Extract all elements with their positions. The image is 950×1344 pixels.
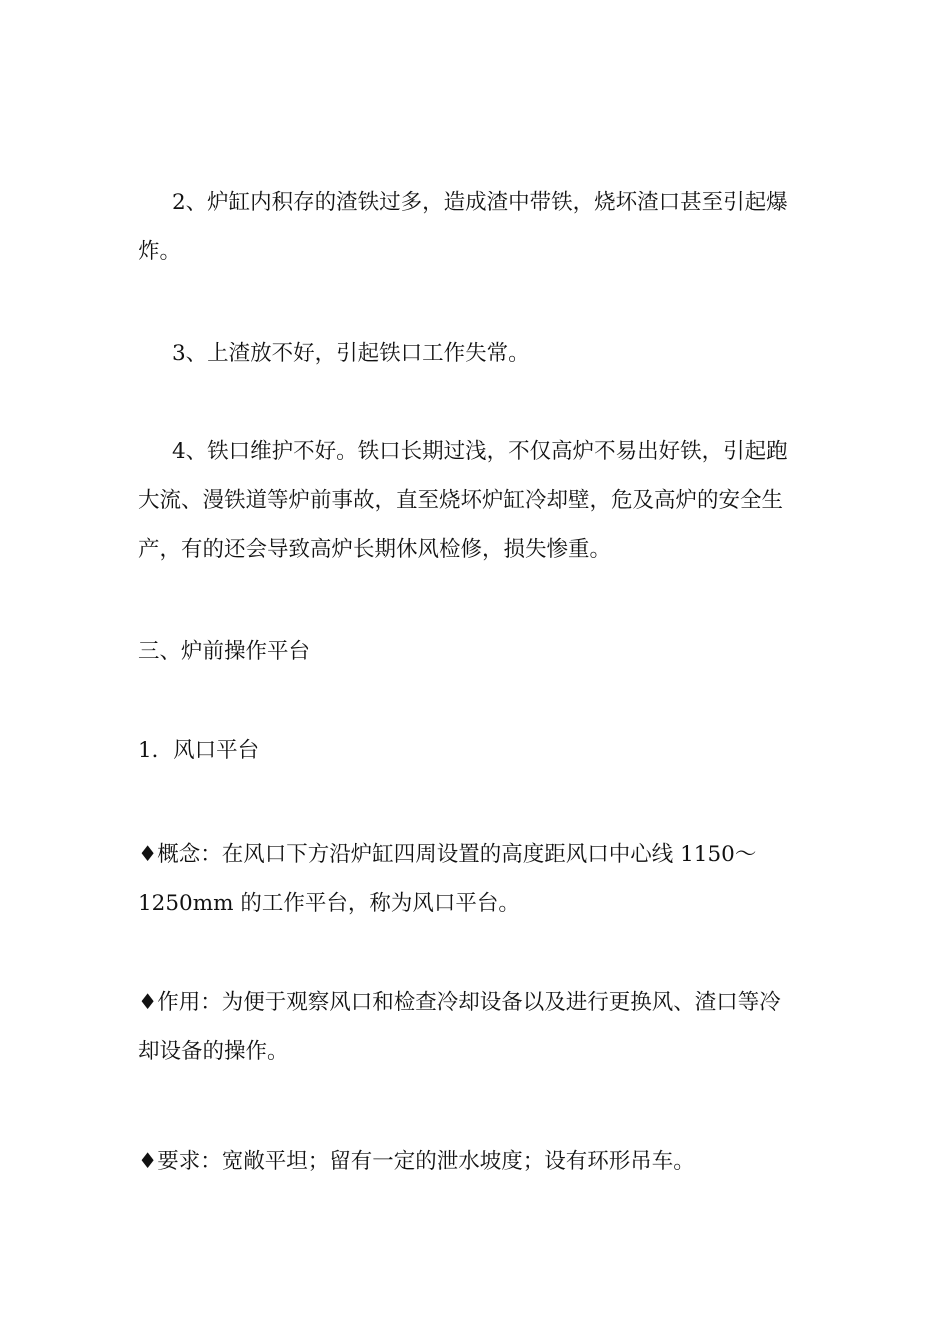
paragraph-item-2 <box>138 178 828 276</box>
text-line: 3、上渣放不好，引起铁口工作失常。 <box>172 341 530 366</box>
text-line: 三、炉前操作平台 <box>138 639 311 664</box>
paragraph-item-3 <box>138 329 828 378</box>
text-line: 大流、漫铁道等炉前事故，直至烧坏炉缸冷却壁，危及高炉的安全生 <box>138 488 784 513</box>
text-line: 4、铁口维护不好。铁口长期过浅，不仅高炉不易出好铁，引起跑 <box>172 439 788 464</box>
text-line: ♦作用：为便于观察风口和检查冷却设备以及进行更换风、渣口等冷 <box>138 990 781 1015</box>
text-line: 1250mm 的工作平台，称为风口平台。 <box>138 891 520 916</box>
subsection-heading <box>138 726 828 775</box>
requirement-paragraph <box>138 1137 828 1186</box>
text-line: ♦概念：在风口下方沿炉缸四周设置的高度距风口中心线 1150～ <box>138 842 757 867</box>
text-line: 炸。 <box>138 239 182 264</box>
section-heading <box>138 627 828 676</box>
text-line: ♦要求：宽敞平坦；留有一定的泄水坡度；设有环形吊车。 <box>138 1149 695 1174</box>
text-line: 1．风口平台 <box>138 738 260 763</box>
concept-paragraph <box>138 830 828 928</box>
paragraph-item-4 <box>138 427 828 574</box>
function-paragraph <box>138 978 828 1076</box>
text-line: 2、炉缸内积存的渣铁过多，造成渣中带铁，烧坏渣口甚至引起爆 <box>172 190 788 215</box>
text-line: 产，有的还会导致高炉长期休风检修，损失惨重。 <box>138 537 612 562</box>
text-line: 却设备的操作。 <box>138 1039 289 1064</box>
